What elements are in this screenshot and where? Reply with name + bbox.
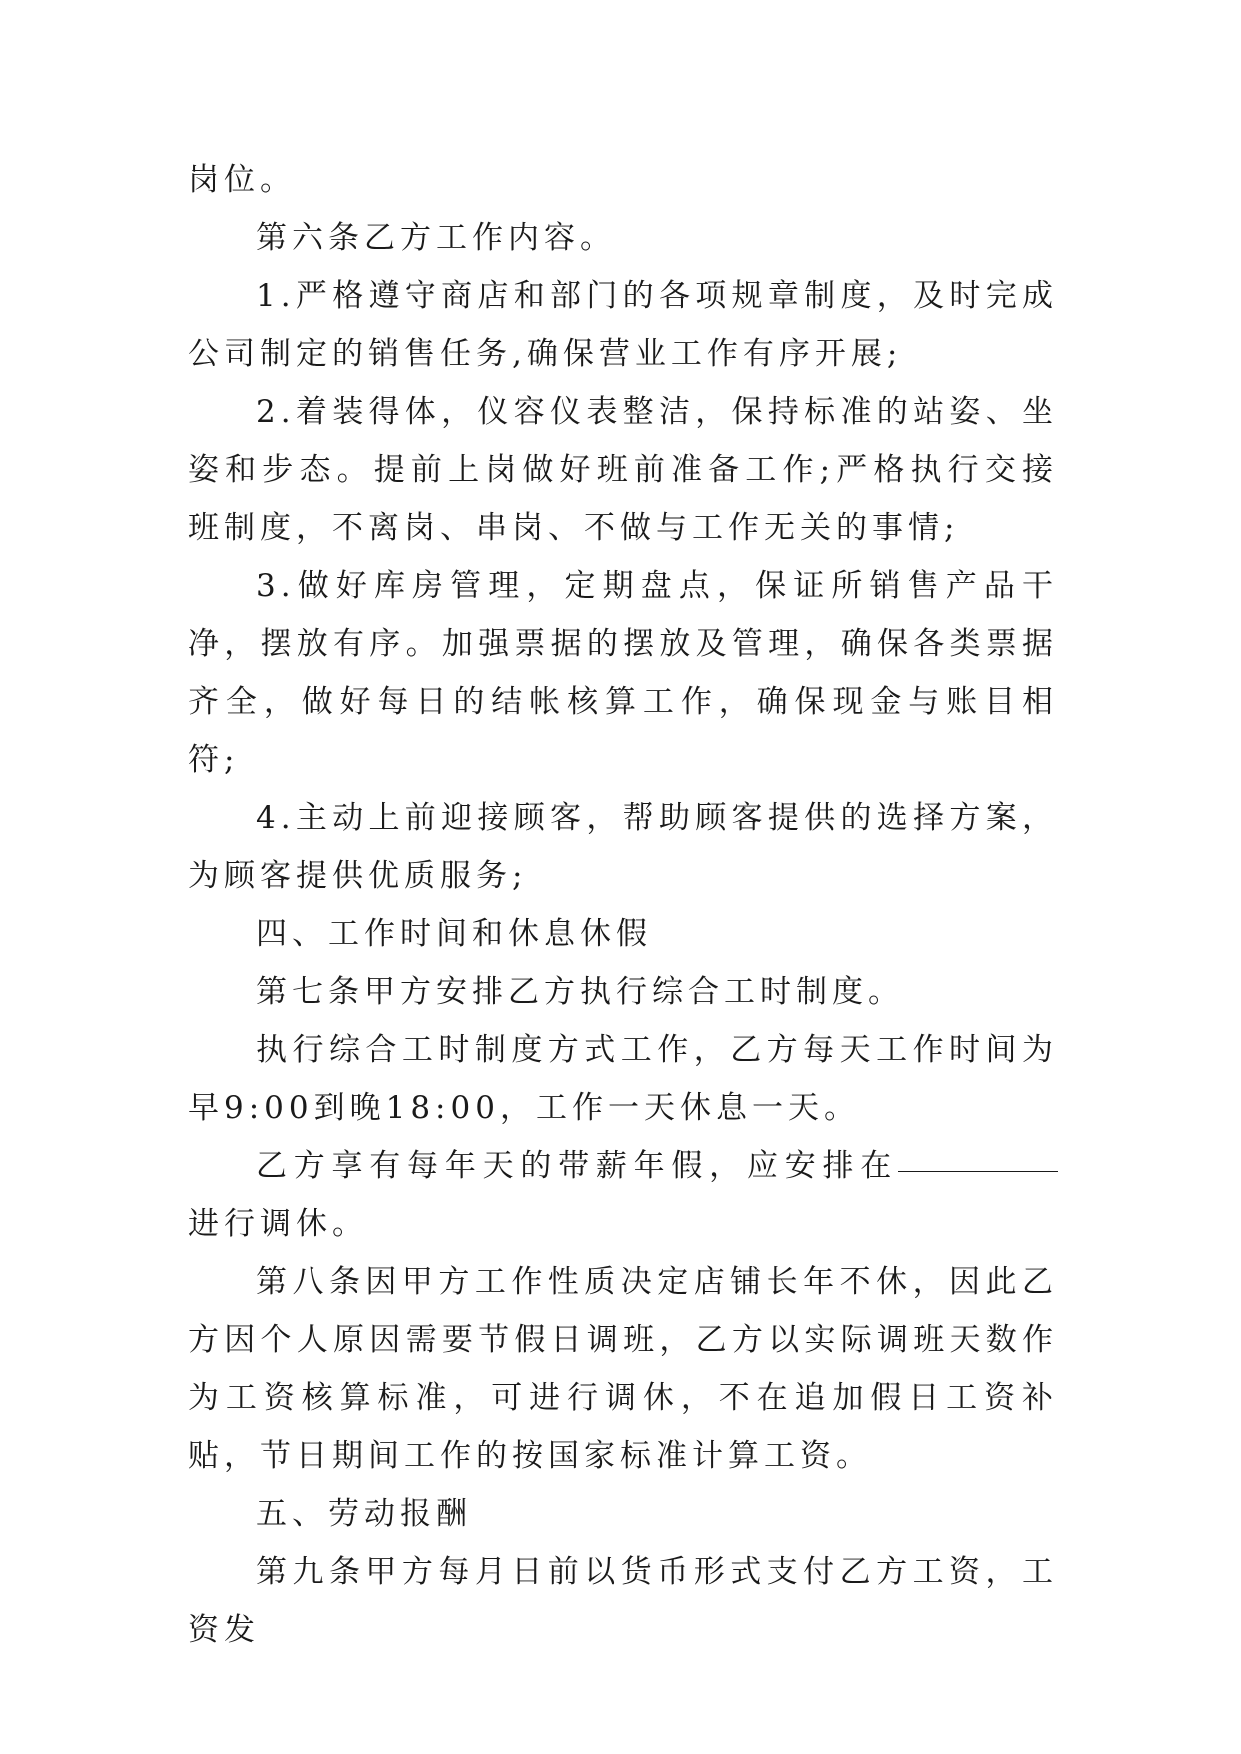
article-6-heading: 第六条乙方工作内容。	[256, 220, 616, 256]
section-5-heading: 五、劳动报酬	[256, 1496, 472, 1532]
annual-leave-text-start: 乙方享有每年天的带薪年假，应安排在	[256, 1148, 898, 1184]
fill-in-blank	[898, 1170, 1058, 1172]
duty-item-3: 3.做好库房管理，定期盘点，保证所销售产品干净，摆放有序。加强票据的摆放及管理，确保各类票据齐全，做好每日的结帐核算工作，确保现金与账目相符;	[188, 568, 1058, 778]
working-hours-paragraph: 执行综合工时制度方式工作，乙方每天工作时间为早9:00到晚18:00，工作一天休息一天。	[188, 1032, 1058, 1126]
article-7-heading: 第七条甲方安排乙方执行综合工时制度。	[256, 974, 904, 1010]
duty-item-2: 2.着装得体，仪容仪表整洁，保持标准的站姿、坐姿和步态。提前上岗做好班前准备工作;严格执行交接班制度，不离岗、串岗、不做与工作无关的事情;	[188, 394, 1058, 546]
article-8-paragraph: 第八条因甲方工作性质决定店铺长年不休，因此乙方因个人原因需要节假日调班，乙方以实际调班天数作为工资核算标准，可进行调休，不在追加假日工资补贴，节日期间工作的按国家标准计算工资。	[188, 1264, 1058, 1474]
document-body	[188, 151, 1058, 1659]
annual-leave-paragraph	[188, 1137, 1058, 1253]
article-9-paragraph: 第九条甲方每月日前以货币形式支付乙方工资，工资发	[188, 1554, 1058, 1648]
section-4-heading: 四、工作时间和休息休假	[256, 916, 652, 952]
duty-item-4: 4.主动上前迎接顾客，帮助顾客提供的选择方案，为顾客提供优质服务;	[188, 800, 1058, 894]
duty-item-1: 1.严格遵守商店和部门的各项规章制度，及时完成公司制定的销售任务,确保营业工作有序开展;	[188, 278, 1058, 372]
paragraph-position: 岗位。	[188, 162, 296, 198]
annual-leave-text-end: 进行调休。	[188, 1206, 368, 1242]
